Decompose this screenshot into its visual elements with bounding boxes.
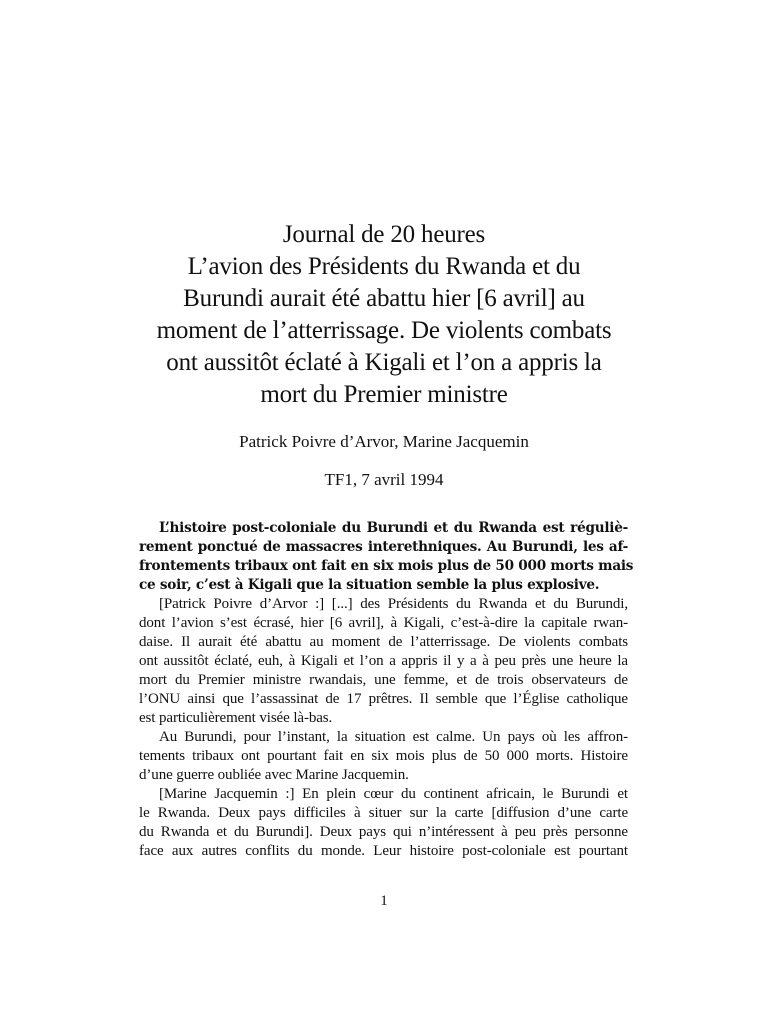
- paragraph-line: d’une guerre oubliée avec Marine Jacquemin.: [139, 767, 409, 783]
- page-number: 1: [380, 893, 388, 909]
- paragraph-line: daise. Il aurait été abattu au moment de l’atterrissage. De violents combats: [139, 634, 628, 650]
- abstract-line: frontements tribaux ont fait en six mois plus de 50 000 morts mais: [139, 558, 634, 574]
- article-body: [139, 519, 634, 861]
- paragraph-line: face aux autres conflits du monde. Leur histoire post-coloniale est pourtant: [139, 843, 628, 859]
- paragraph-line: mort du Premier ministre rwandais, une femme, et de trois observateurs de: [139, 672, 628, 688]
- title-line: Burundi aurait été abattu hier [6 avril] au: [183, 285, 585, 312]
- paragraph-line: [Patrick Poivre d’Arvor :] [...] des Présidents du Rwanda et du Burundi,: [159, 596, 628, 612]
- paragraph-line: l’ONU ainsi que l’assassinat de 17 prêtres. Il semble que l’Église catholique: [139, 691, 628, 707]
- paragraph-line: ont aussitôt éclaté, euh, à Kigali et l’on a appris il y a à peu près une heure la: [139, 653, 628, 669]
- paragraph-line: du Rwanda et du Burundi]. Deux pays qui n’intéressent à peu près personne: [139, 824, 628, 840]
- abstract-line: rement ponctué de massacres interethniques. Au Burundi, les af-: [139, 539, 628, 555]
- paragraph-line: Au Burundi, pour l’instant, la situation est calme. Un pays où les affron-: [159, 729, 628, 745]
- paragraph-line: [Marine Jacquemin :] En plein cœur du continent africain, le Burundi et: [159, 786, 628, 802]
- paragraph-line: dont l’avion s’est écrasé, hier [6 avril], à Kigali, c’est-à-dire la capitale rwan-: [139, 615, 628, 631]
- title-line: mort du Premier ministre: [260, 381, 508, 408]
- title-line: ont aussitôt éclaté à Kigali et l’on a appris la: [166, 349, 602, 376]
- abstract-line: ce soir, c’est à Kigali que la situation semble la plus explosive.: [139, 577, 600, 593]
- paragraph-1: [139, 595, 628, 728]
- source-date: TF1, 7 avril 1994: [324, 470, 444, 489]
- abstract-line: L’histoire post-coloniale du Burundi et du Rwanda est réguliè-: [159, 520, 628, 536]
- title-line: moment de l’atterrissage. De violents combats: [156, 317, 612, 344]
- title-line: L’avion des Présidents du Rwanda et du: [187, 253, 581, 280]
- document-title: [120, 219, 648, 411]
- paragraph-line: est particulièrement visée là-bas.: [139, 710, 333, 726]
- paragraph-3: [139, 785, 628, 861]
- paragraph-line: tements tribaux ont pourtant fait en six mois plus de 50 000 morts. Histoire: [139, 748, 628, 764]
- paragraph-2: [139, 728, 628, 785]
- paragraph-line: le Rwanda. Deux pays difficiles à situer sur la carte [diffusion d’une carte: [139, 805, 628, 821]
- title-line: Journal de 20 heures: [282, 221, 486, 248]
- authors: Patrick Poivre d’Arvor, Marine Jacquemin: [239, 432, 529, 451]
- abstract: [139, 519, 634, 595]
